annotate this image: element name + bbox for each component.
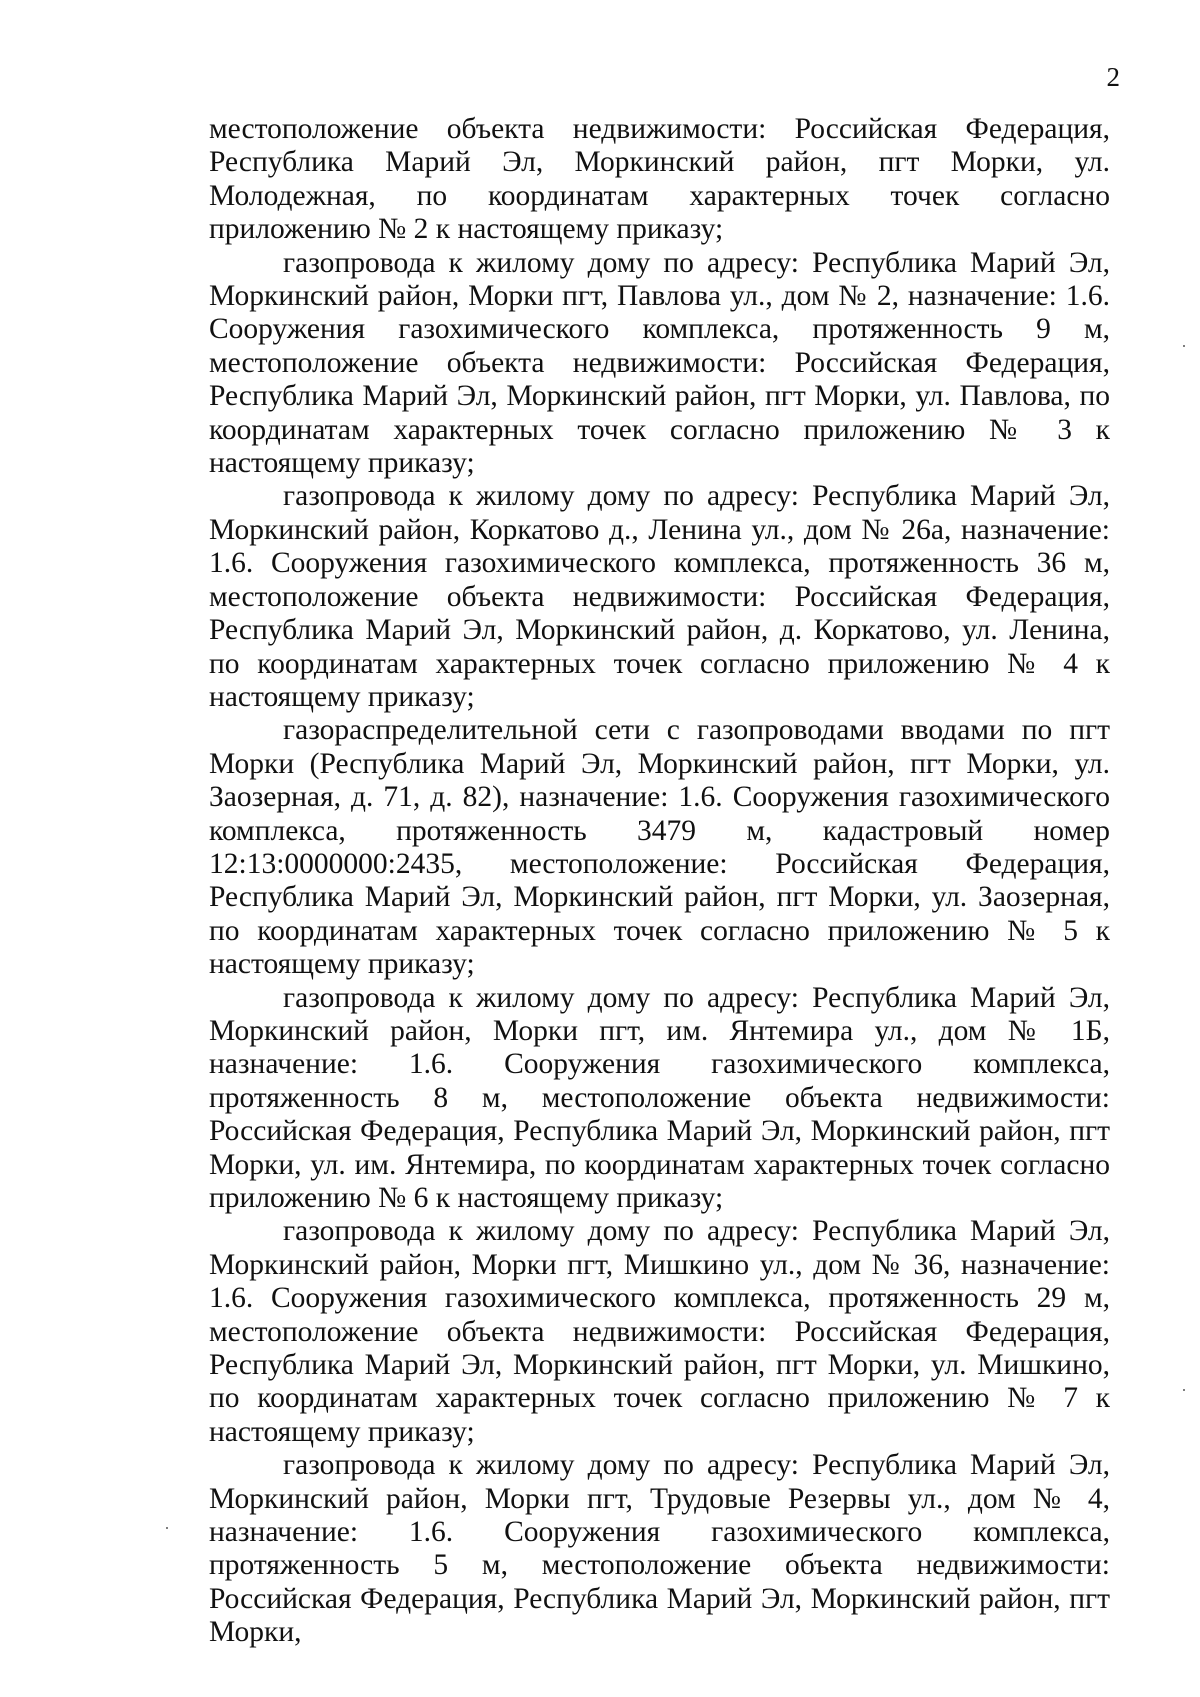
document-body	[209, 113, 1110, 1650]
paragraph-korkatovo: газопровода к жилому дому по адресу: Республика Марий Эл, Моркинский район, Коркатово д., Ленина ул., дом № 26а, назначение: 1.6. Сооружения газохимического комплекса, протяженность 36 м, местоположение объекта недвижимости: Российская Федерация, Республика Марий Эл, Моркинский район, д. Коркатово, ул. Ленина, по координатам характерных точек согласно приложению № 4 к настоящему приказу;	[209, 480, 1110, 713]
paragraph-yantemira: газопровода к жилому дому по адресу: Республика Марий Эл, Моркинский район, Морки пгт, им. Янтемира ул., дом № 1Б, назначение: 1.6. Сооружения газохимического комплекса, протяженность 8 м, местоположение объекта недвижимости: Российская Федерация, Республика Марий Эл, Моркинский район, пгт Морки, ул. им. Янтемира, по координатам характерных точек согласно приложению № 6 к настоящему приказу;	[209, 981, 1110, 1214]
scan-speck	[166, 1527, 168, 1529]
scan-speck	[1183, 1389, 1185, 1391]
paragraph-zaozernaya: газораспределительной сети с газопроводами вводами по пгт Морки (Республика Марий Эл, Моркинский район, пгт Морки, ул. Заозерная, д. 71, д. 82), назначение: 1.6. Сооружения газохимического комплекса, протяженность 3479 м, кадастровый номер 12:13:0000000:2435, местоположение: Российская Федерация, Республика Марий Эл, Моркинский район, пгт Морки, ул. Заозерная, по координатам характерных точек согласно приложению № 5 к настоящему приказу;	[209, 714, 1110, 981]
scan-speck	[1183, 345, 1185, 347]
paragraph-mishkino: газопровода к жилому дому по адресу: Республика Марий Эл, Моркинский район, Морки пгт, Мишкино ул., дом № 36, назначение: 1.6. Сооружения газохимического комплекса, протяженность 29 м, местоположение объекта недвижимости: Российская Федерация, Республика Марий Эл, Моркинский район, пгт Морки, ул. Мишкино, по координатам характерных точек согласно приложению № 7 к настоящему приказу;	[209, 1215, 1110, 1448]
paragraph-trudovye-rezervy: газопровода к жилому дому по адресу: Республика Марий Эл, Моркинский район, Морки пгт, Трудовые Резервы ул., дом № 4, назначение: 1.6. Сооружения газохимического комплекса, протяженность 5 м, местоположение объекта недвижимости: Российская Федерация, Республика Марий Эл, Моркинский район, пгт Морки,	[209, 1449, 1110, 1649]
page-number: 2	[1106, 62, 1120, 92]
paragraph-pavlova: газопровода к жилому дому по адресу: Республика Марий Эл, Моркинский район, Морки пгт, Павлова ул., дом № 2, назначение: 1.6. Сооружения газохимического комплекса, протяженность 9 м, местоположение объекта недвижимости: Российская Федерация, Республика Марий Эл, Моркинский район, пгт Морки, ул. Павлова, по координатам характерных точек согласно приложению № 3 к настоящему приказу;	[209, 246, 1110, 480]
paragraph-continuation: местоположение объекта недвижимости: Российская Федерация, Республика Марий Эл, Моркинский район, пгт Морки, ул. Молодежная, по координатам характерных точек согласно приложению № 2 к настоящему приказу;	[209, 113, 1110, 246]
